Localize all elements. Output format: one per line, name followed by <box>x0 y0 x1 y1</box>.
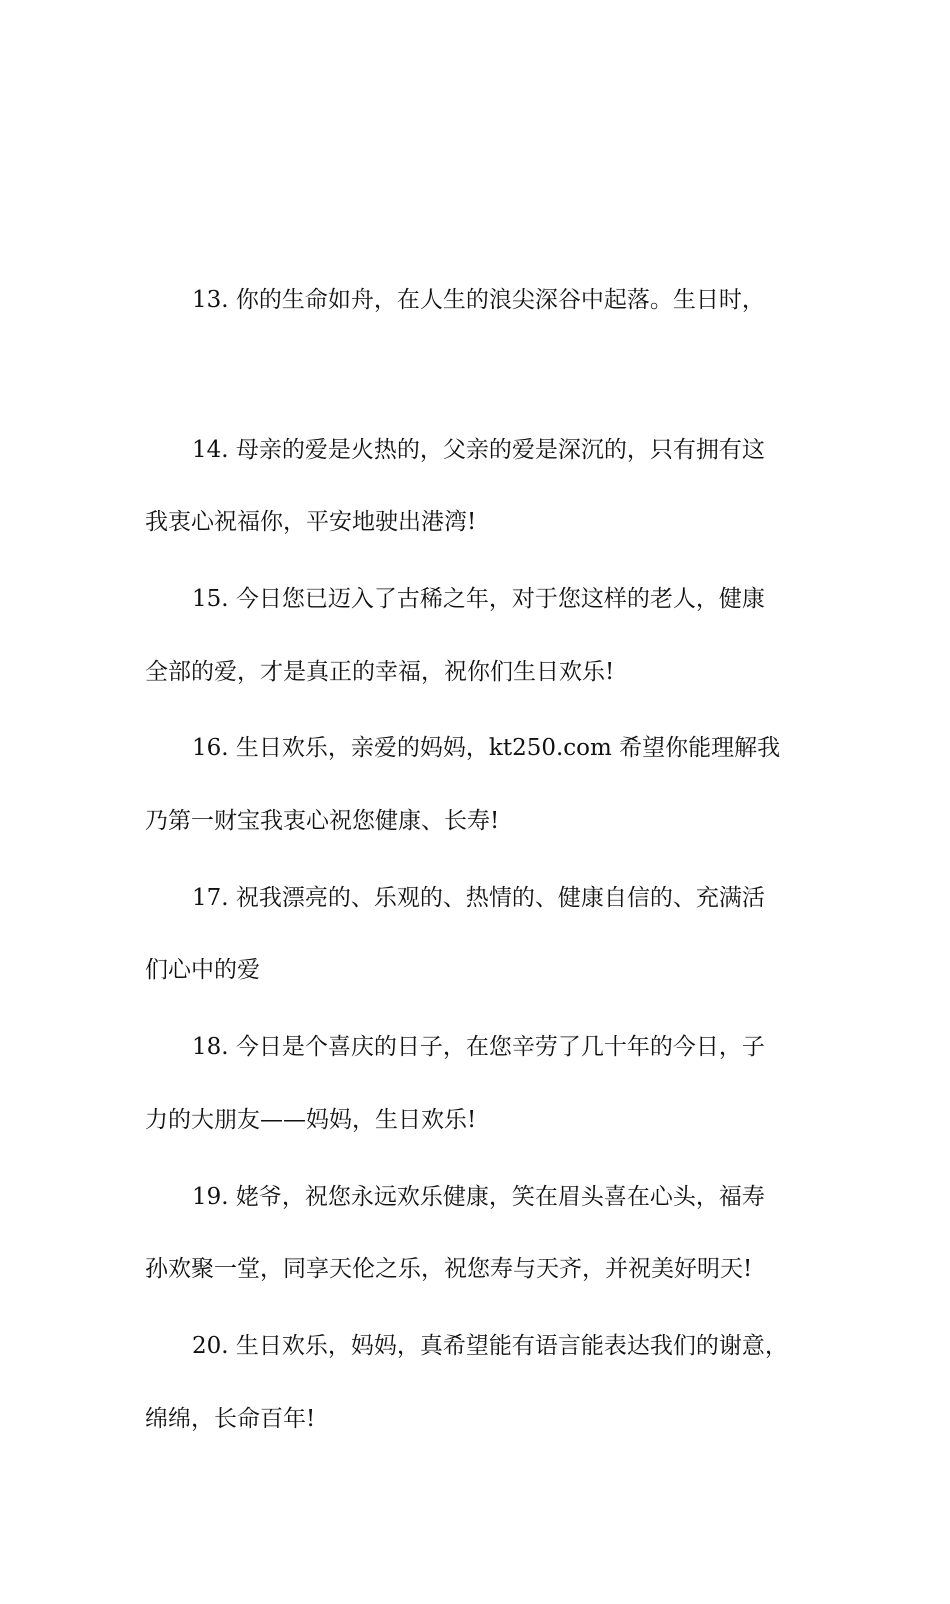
paragraph-17-line-1: 17. 祝我漂亮的、乐观的、热情的、健康自信的、充满活 <box>192 885 765 911</box>
paragraph-16-line-1: 16. 生日欢乐，亲爱的妈妈，kt250.com 希望你能理解我 <box>192 735 781 761</box>
paragraph-15-line-1: 15. 今日您已迈入了古稀之年，对于您这样的老人，健康 <box>192 586 765 612</box>
paragraph-17-line-2: 力的大朋友——妈妈，生日欢乐! <box>145 1107 477 1133</box>
paragraph-15-line-2: 乃第一财宝我衷心祝您健康、长寿! <box>145 808 500 834</box>
paragraph-13-line-1: 13. 你的生命如舟，在人生的浪尖深谷中起落。生日时， <box>192 287 765 313</box>
paragraph-18-line-1: 18. 今日是个喜庆的日子，在您辛劳了几十年的今日，子 <box>192 1034 765 1060</box>
paragraph-14-line-2: 全部的爱，才是真正的幸福，祝你们生日欢乐! <box>145 659 615 685</box>
paragraph-19-line-1: 19. 姥爷，祝您永远欢乐健康，笑在眉头喜在心头，福寿 <box>192 1184 765 1210</box>
paragraph-20 <box>145 1161 810 1531</box>
paragraph-16-line-2: 们心中的爱 <box>145 957 260 983</box>
paragraph-14-line-1: 14. 母亲的爱是火热的，父亲的爱是深沉的，只有拥有这 <box>192 437 765 463</box>
paragraph-13-line-2: 我衷心祝福你，平安地驶出港湾! <box>145 509 477 535</box>
paragraph-20-line-1: 20. 生日欢乐，妈妈，真希望能有语言能表达我们的谢意， <box>192 1333 788 1359</box>
paragraph-19-line-2: 绵绵，长命百年! <box>145 1406 316 1432</box>
paragraph-18-line-2: 孙欢聚一堂，同享天伦之乐，祝您寿与天齐，并祝美好明天! <box>145 1256 753 1282</box>
